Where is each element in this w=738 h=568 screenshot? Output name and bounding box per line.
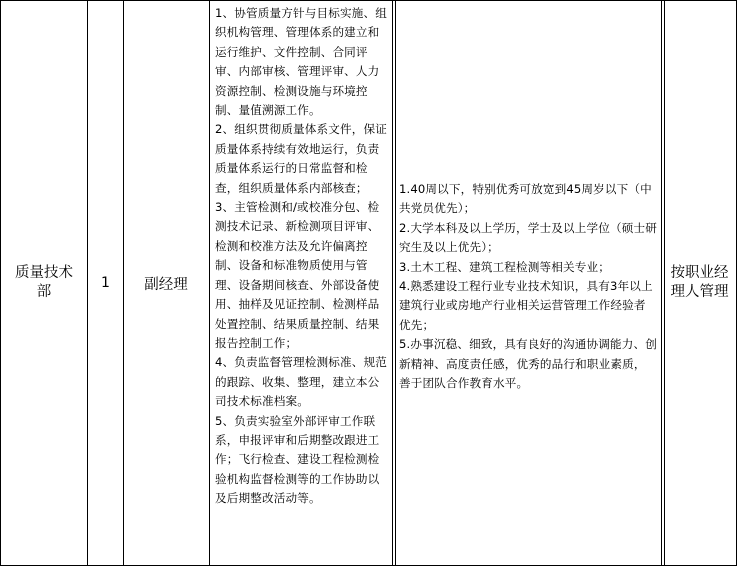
- duty-item-3: 3、主管检测和/或校准分包、检测技术记录、新检测项目评审、检测和校准方法及允许偏离控制、设备和标准物质使用与管理、设备期间核查、外部设备使用、抽样及见证控制、检测样品处置控制、结果质量控制、结果报告控制工作；: [215, 200, 380, 350]
- count-cell: [88, 1, 123, 565]
- duty-item-4: 4、负责监督管理检测标准、规范的跟踪、收集、整理，建立本公司技术标准档案。: [215, 355, 387, 409]
- requirement-item-1: 1.40周以下，特别优秀可放宽到45周岁以下（中共党员优先）；: [399, 182, 652, 216]
- department-cell: [1, 1, 87, 565]
- requirements-cell: [399, 180, 657, 393]
- col-border-6: [736, 0, 737, 566]
- requirement-item-4: 4.熟悉建设工程行业专业技术知识，具有3年以上建筑行业或房地产行业相关运营管理工作经验者优先；: [399, 279, 653, 332]
- management-cell: [665, 1, 736, 565]
- duty-item-2: 2、组织贯彻质量体系文件，保证质量体系持续有效地运行，负责质量体系运行的日常监督和检查，组织质量体系内部核查；: [215, 122, 387, 195]
- position-text: 副经理: [144, 276, 188, 293]
- col-border-5: [661, 0, 662, 566]
- col-border-4: [392, 0, 393, 566]
- position-cell: [124, 1, 208, 565]
- management-text: 按职业经理人管理: [670, 265, 729, 300]
- requirement-item-5: 5.办事沉稳、细致，具有良好的沟通协调能力、创新精神、高度责任感，优秀的品行和职业素质，善于团队合作教育水平。: [399, 337, 657, 391]
- department-text: 质量技术部: [15, 265, 73, 300]
- duties-cell: [215, 4, 388, 509]
- requirement-item-2: 2.大学本科及以上学历，学士及以上学位（硕士研究生及以上优先）；: [399, 220, 657, 255]
- col-border-4b: [395, 0, 396, 566]
- count-text: 1: [101, 275, 110, 291]
- table-bottom-border: [0, 565, 737, 566]
- duty-item-5: 5、负责实验室外部评审工作联系，申报评审和后期整改跟进工作；飞行检查、建设工程检测检验机构监督检测等的工作协助以及后期整改活动等。: [215, 413, 380, 506]
- duty-item-1: 1、协管质量方针与目标实施、组织机构管理、管理体系的建立和运行维护、文件控制、合同评审、内部审核、管理评审、人力资源控制、检测设施与环境控制、量值溯源工作。: [215, 6, 387, 118]
- requirement-item-3: 3.土木工程、建筑工程检测等相关专业；: [399, 259, 611, 274]
- col-border-3: [209, 0, 210, 566]
